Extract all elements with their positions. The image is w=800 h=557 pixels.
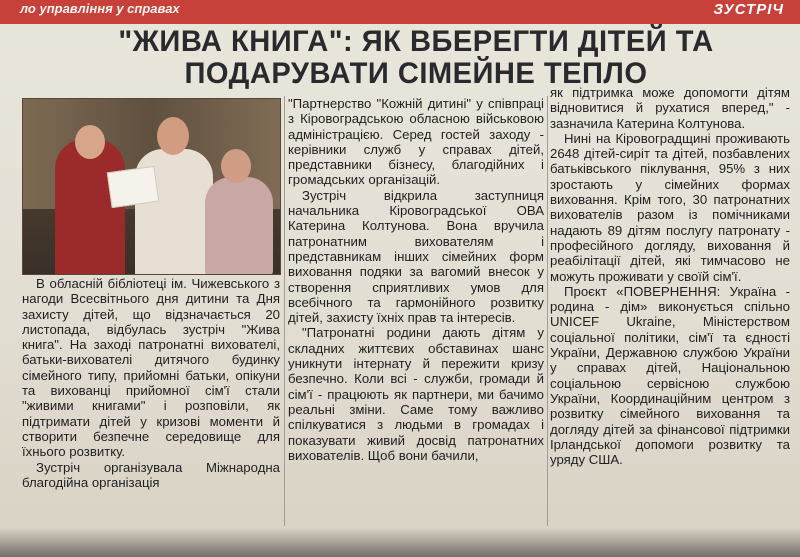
paragraph: Зустріч відкрила заступниця начальника Кіровоградської ОВА Катерина Колтунова. Вона вручила патронатним вихователям і представникам інших сімейних форм виховання подяки за вагомий внесок у створення сприятливих умов для всебічного та гармонійного розвитку дітей, захисту їхніх прав та інтересів.	[288, 187, 544, 326]
section-label: ЗУСТРІЧ	[713, 1, 784, 18]
column-divider	[284, 96, 285, 526]
article-headline: "ЖИВА КНИГА": ЯК ВБЕРЕГТИ ДІТЕЙ ТА ПОДАРУВАТИ СІМЕЙНЕ ТЕПЛО	[118, 25, 714, 90]
paragraph: В обласній бібліотеці ім. Чижевського з нагоди Всесвітнього дня дитини та Дня захисту дітей, що відзначається 20 листопада, відбулась зустріч "Жива книга". На заході патронатні вихователі, батьки-вихователі дитячого будинку сімейного типу, прийомні батьки, опікуни та вихованці прийомної сім'ї стали "живими книгами" і розповіли, як підтримати дітей у кризові моменти й створити безпечне середовище для їхнього розвитку.	[22, 276, 280, 460]
article-column-1	[22, 276, 280, 490]
section-header-bar	[0, 0, 800, 24]
running-header-text: ло управління у справах	[20, 1, 180, 16]
paragraph: Зустріч організувала Міжнародна благодійна організація	[22, 459, 280, 490]
paragraph: як підтримка може допомогти дітям відновитися й рухатися вперед," - зазначила Катерина Колтунова.	[550, 85, 790, 131]
paragraph: "Патронатні родини дають дітям у складних життєвих обставинах шанс уникнути інтернату й пережити кризу безпечно. Коли всі - служби, громади й сім'ї - працюють як партнери, ми бачимо реальні зміни. Саме тому важливо спілкуватися з людьми в громадах і показувати живий досвід патронатних вихователів. Щоб вони бачили,	[288, 325, 544, 463]
page-bottom-shadow	[0, 528, 800, 557]
column-divider	[547, 96, 548, 526]
paragraph: Нині на Кіровоградщині проживають 2648 дітей-сиріт та дітей, позбавлених батьківського піклування, 95% з них зростають у сімейних формах виховання. Крім того, 30 патронатних вихователів разом із помічниками надають 89 дітям послугу патронату - професійного догляду, виховання й реабілітації дітей, які тимчасово не можуть проживати у своїй сім'ї.	[550, 130, 790, 284]
paragraph: "Партнерство "Кожній дитині" у співпраці з Кіровоградською обласною військовою адміністрацією. Серед гостей заходу - керівники служб у справах дітей, представники бізнесу, благодійних і громадських організацій.	[288, 96, 544, 188]
article-column-3	[550, 85, 790, 467]
certificate-in-photo	[107, 166, 160, 208]
article-column-2	[288, 96, 544, 463]
paragraph: Проєкт «ПОВЕРНЕННЯ: Україна - родина - дім» виконується спільно UNICEF Ukraine, Міністерством соціальної політики, сім'ї та єдності України, Державною службою України у справах дітей, Національною соціальною сервісною службою України, Координаційним центром з розвитку сімейного виховання та догляду дітей за фінансової підтримки Ірландської допомоги розвитку та уряду США.	[550, 283, 790, 468]
article-photo	[22, 98, 281, 275]
